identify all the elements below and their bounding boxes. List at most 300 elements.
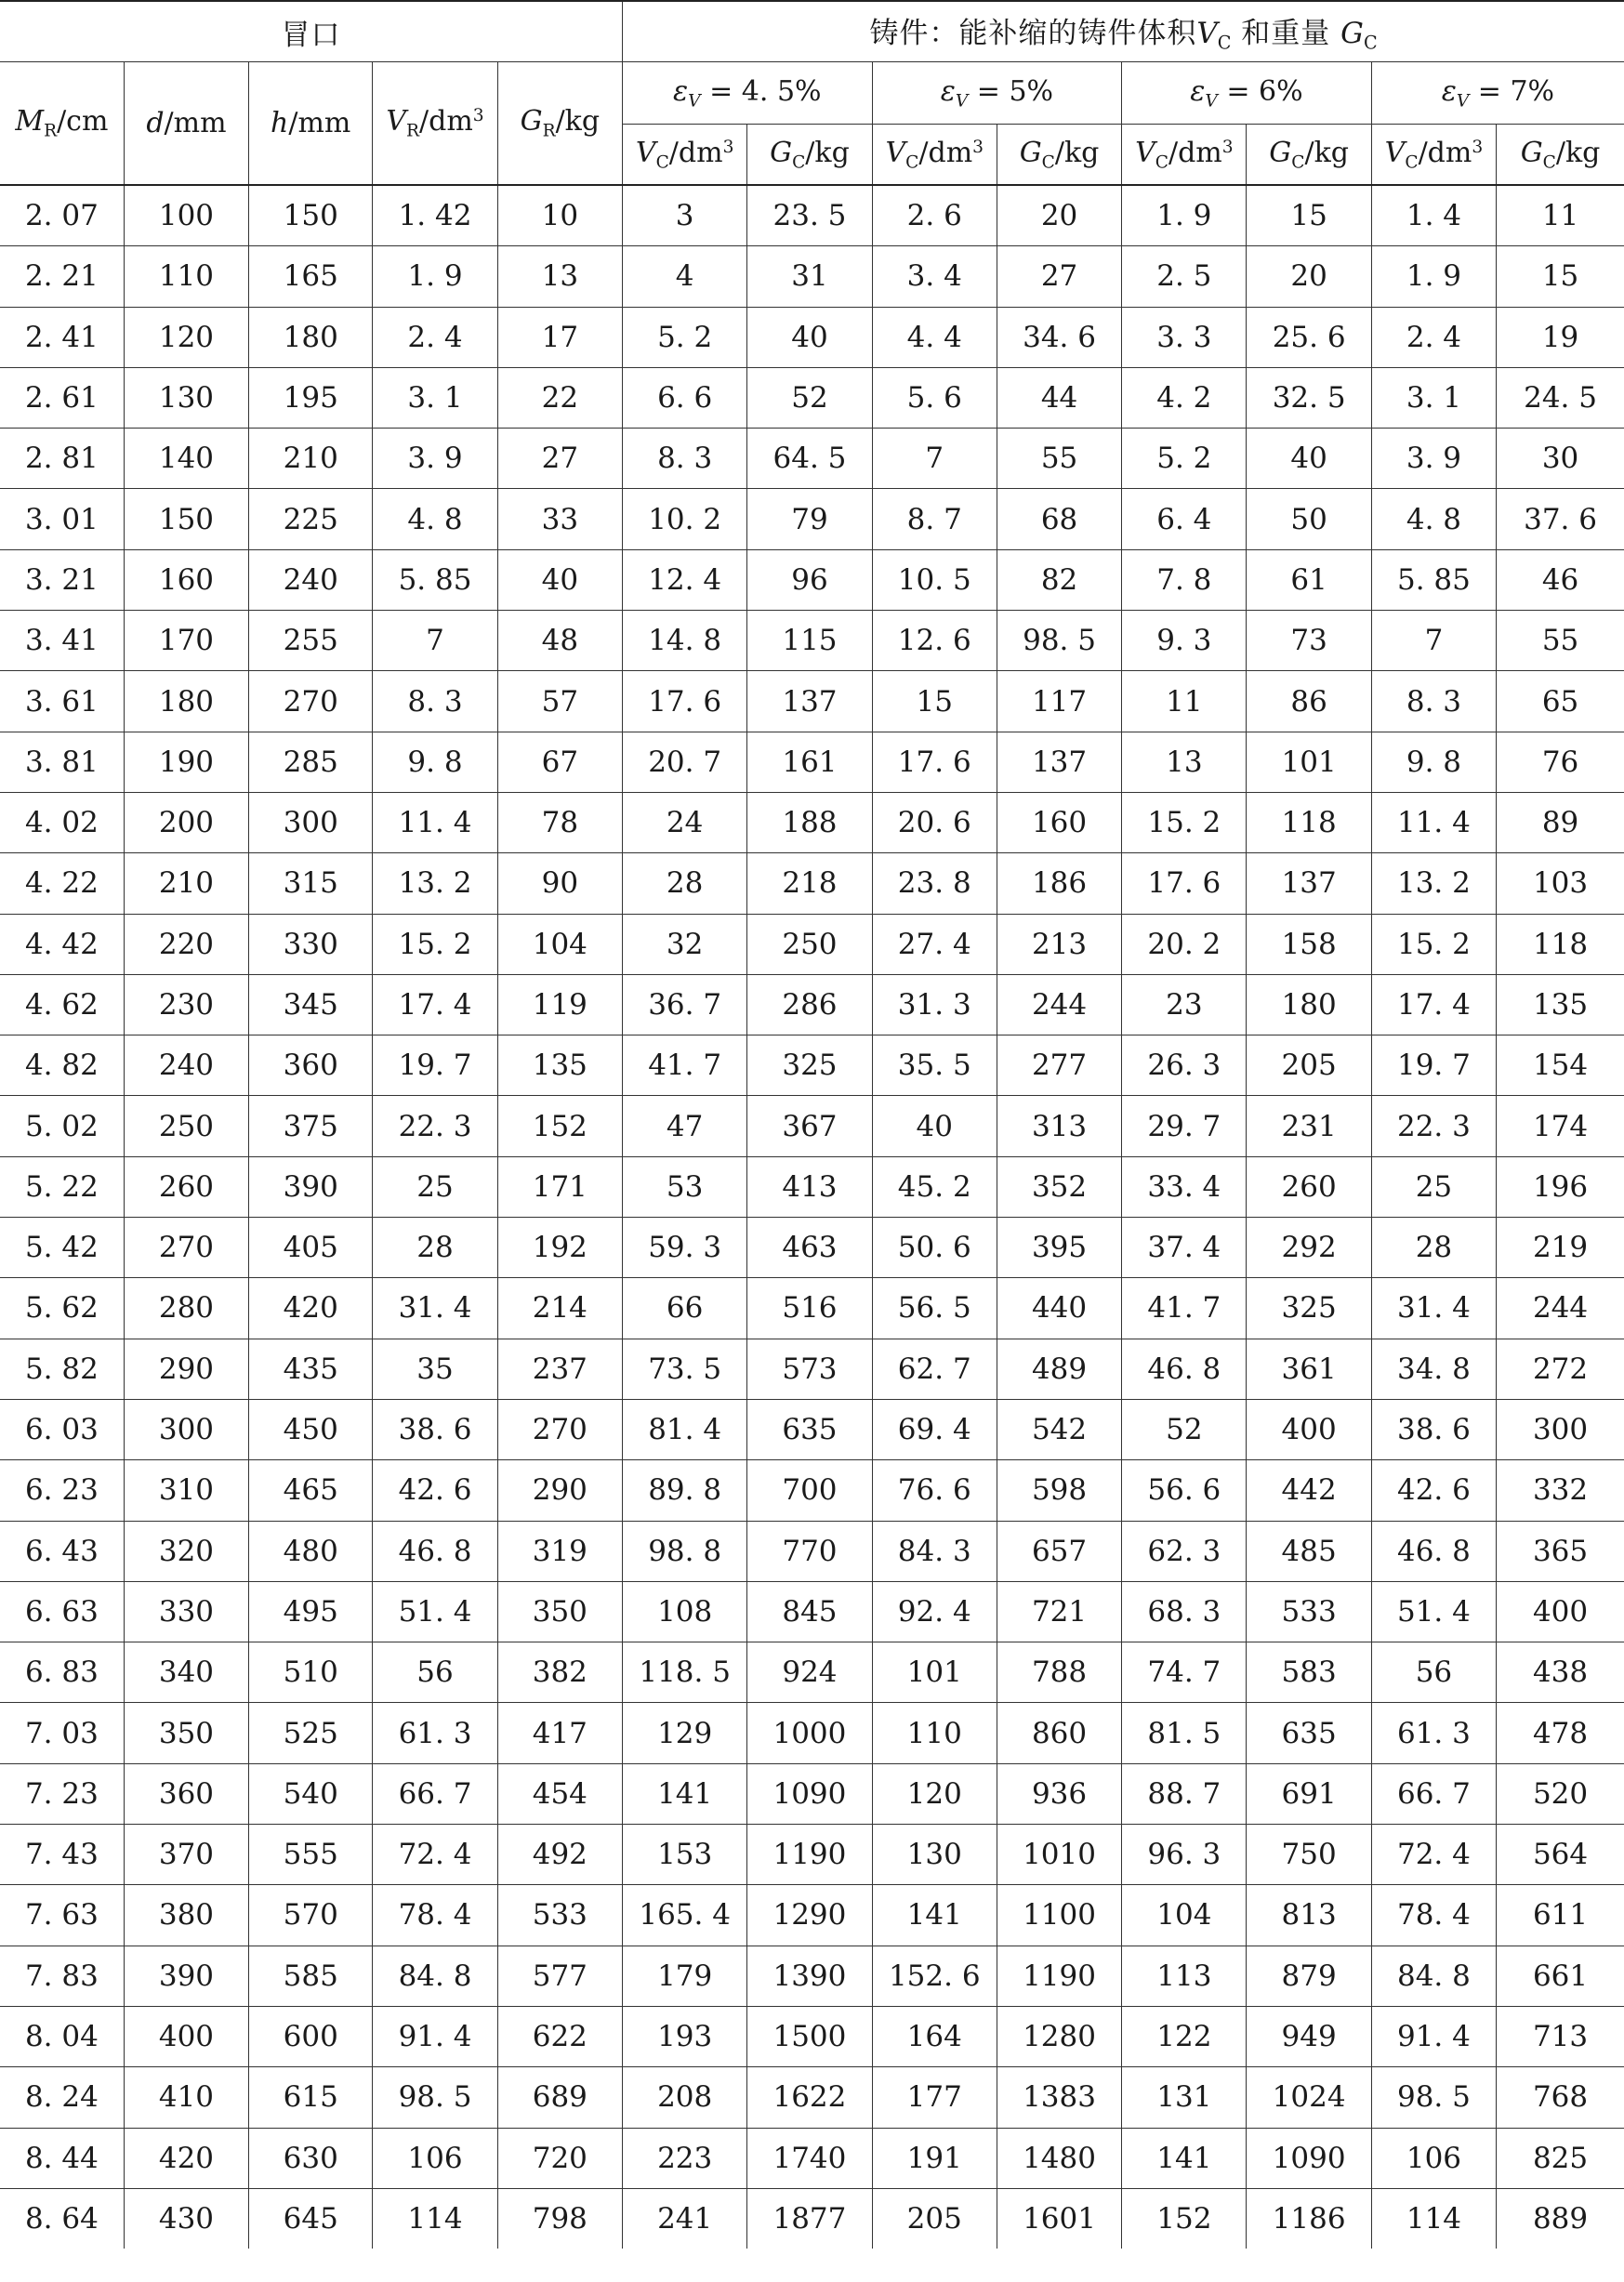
table-cell: 152. 6 — [872, 1946, 997, 2006]
casting-and-label: 和重量 — [1231, 17, 1341, 51]
table-cell: 463 — [747, 1218, 872, 1278]
table-cell: 7. 83 — [0, 1946, 124, 2006]
table-cell: 442 — [1247, 1460, 1371, 1521]
table-cell: 2. 81 — [0, 429, 124, 489]
table-cell: 106 — [373, 2128, 497, 2188]
table-cell: 375 — [249, 1096, 373, 1156]
table-cell: 770 — [747, 1521, 872, 1581]
table-cell: 72. 4 — [1371, 1825, 1496, 1885]
table-cell: 3. 3 — [1122, 307, 1247, 367]
table-cell: 2. 07 — [0, 185, 124, 246]
table-cell: 319 — [497, 1521, 622, 1581]
table-row — [0, 611, 1624, 671]
table-cell: 6. 43 — [0, 1521, 124, 1581]
table-cell: 8. 44 — [0, 2128, 124, 2188]
table-cell: 22 — [497, 367, 622, 428]
table-cell: 131 — [1122, 2067, 1247, 2128]
header-subscript: C — [655, 152, 669, 173]
table-cell: 17. 6 — [1122, 853, 1247, 914]
table-cell: 38. 6 — [1371, 1399, 1496, 1459]
table-row — [0, 1885, 1624, 1946]
casting-volume-header — [1371, 125, 1496, 186]
table-cell: 165 — [249, 246, 373, 307]
table-cell: 325 — [1247, 1278, 1371, 1339]
table-row — [0, 307, 1624, 367]
header-symbol: d — [146, 107, 165, 139]
epsilon-symbol: ε — [1190, 74, 1206, 108]
table-row — [0, 671, 1624, 732]
table-cell: 3. 21 — [0, 549, 124, 610]
table-cell: 61. 3 — [373, 1703, 497, 1763]
table-cell: 3. 41 — [0, 611, 124, 671]
table-cell: 525 — [249, 1703, 373, 1763]
table-cell: 3. 9 — [373, 429, 497, 489]
table-cell: 141 — [623, 1763, 747, 1824]
table-cell: 81. 5 — [1122, 1703, 1247, 1763]
epsilon-subscript: V — [955, 91, 969, 112]
header-subscript: C — [1542, 152, 1556, 173]
header-unit: /mm — [164, 107, 227, 139]
table-cell: 1190 — [997, 1946, 1121, 2006]
table-cell: 292 — [1247, 1218, 1371, 1278]
table-cell: 924 — [747, 1642, 872, 1703]
table-cell: 4. 22 — [0, 853, 124, 914]
table-cell: 56. 5 — [872, 1278, 997, 1339]
table-cell: 4 — [623, 246, 747, 307]
table-cell: 73. 5 — [623, 1339, 747, 1399]
table-cell: 1190 — [747, 1825, 872, 1885]
table-cell: 8. 24 — [0, 2067, 124, 2128]
table-row — [0, 1339, 1624, 1399]
table-cell: 768 — [1497, 2067, 1624, 2128]
table-cell: 8. 64 — [0, 2188, 124, 2249]
table-cell: 260 — [124, 1156, 248, 1217]
table-cell: 1622 — [747, 2067, 872, 2128]
table-cell: 40 — [497, 549, 622, 610]
table-cell: 25. 6 — [1247, 307, 1371, 367]
table-cell: 570 — [249, 1885, 373, 1946]
table-cell: 36. 7 — [623, 974, 747, 1035]
table-cell: 635 — [1247, 1703, 1371, 1763]
table-cell: 34. 6 — [997, 307, 1121, 367]
table-cell: 430 — [124, 2188, 248, 2249]
casting-weight-header — [1247, 125, 1371, 186]
table-cell: 7. 8 — [1122, 549, 1247, 610]
table-cell: 56 — [373, 1642, 497, 1703]
header-unit: /dm — [419, 105, 473, 139]
table-cell: 420 — [249, 1278, 373, 1339]
shrinkage-group-header — [872, 62, 1122, 125]
table-cell: 177 — [872, 2067, 997, 2128]
table-cell: 7 — [872, 429, 997, 489]
table-cell: 114 — [1371, 2188, 1496, 2249]
header-unit: /dm — [918, 136, 973, 169]
epsilon-subscript: V — [688, 91, 701, 112]
table-cell: 104 — [497, 914, 622, 974]
table-row — [0, 2188, 1624, 2249]
table-cell: 8. 3 — [1371, 671, 1496, 732]
table-cell: 46. 8 — [1122, 1339, 1247, 1399]
table-cell: 465 — [249, 1460, 373, 1521]
table-cell: 645 — [249, 2188, 373, 2249]
shrinkage-value: = 4. 5% — [700, 74, 822, 108]
table-cell: 61 — [1247, 549, 1371, 610]
table-cell: 330 — [124, 1581, 248, 1642]
table-cell: 25 — [373, 1156, 497, 1217]
table-cell: 244 — [1497, 1278, 1624, 1339]
header-symbol: V — [1135, 136, 1155, 169]
table-cell: 118 — [1247, 792, 1371, 852]
table-cell: 7. 03 — [0, 1703, 124, 1763]
table-cell: 6. 4 — [1122, 489, 1247, 549]
table-row — [0, 974, 1624, 1035]
table-cell: 413 — [747, 1156, 872, 1217]
header-unit: /cm — [57, 105, 109, 139]
table-cell: 454 — [497, 1763, 622, 1824]
table-cell: 1090 — [1247, 2128, 1371, 2188]
table-cell: 188 — [747, 792, 872, 852]
table-cell: 6. 6 — [623, 367, 747, 428]
table-cell: 52 — [747, 367, 872, 428]
table-cell: 130 — [124, 367, 248, 428]
table-cell: 310 — [124, 1460, 248, 1521]
table-cell: 98. 5 — [1371, 2067, 1496, 2128]
table-cell: 3. 9 — [1371, 429, 1496, 489]
table-cell: 290 — [124, 1339, 248, 1399]
table-cell: 361 — [1247, 1339, 1371, 1399]
riser-height-header — [249, 62, 373, 186]
table-cell: 19. 7 — [373, 1035, 497, 1096]
table-cell: 583 — [1247, 1642, 1371, 1703]
table-cell: 53 — [623, 1156, 747, 1217]
table-cell: 81. 4 — [623, 1399, 747, 1459]
table-cell: 5. 85 — [1371, 549, 1496, 610]
table-cell: 564 — [1497, 1825, 1624, 1885]
header-unit: /kg — [1555, 136, 1601, 169]
table-row — [0, 1946, 1624, 2006]
table-row — [0, 549, 1624, 610]
table-row — [0, 1278, 1624, 1339]
table-cell: 164 — [872, 2006, 997, 2066]
table-cell: 17. 6 — [623, 671, 747, 732]
table-cell: 101 — [1247, 732, 1371, 792]
casting-gc-subscript: C — [1363, 32, 1378, 54]
table-cell: 79 — [747, 489, 872, 549]
shrinkage-value: = 5% — [968, 74, 1054, 108]
table-cell: 390 — [249, 1156, 373, 1217]
table-cell: 28 — [373, 1218, 497, 1278]
header-subscript: C — [905, 152, 919, 173]
table-cell: 140 — [124, 429, 248, 489]
table-cell: 17. 4 — [1371, 974, 1496, 1035]
table-cell: 110 — [872, 1703, 997, 1763]
table-cell: 218 — [747, 853, 872, 914]
table-cell: 1280 — [997, 2006, 1121, 2066]
header-superscript: 3 — [972, 137, 984, 157]
table-cell: 129 — [623, 1703, 747, 1763]
table-cell: 137 — [997, 732, 1121, 792]
table-cell: 825 — [1497, 2128, 1624, 2188]
table-cell: 117 — [997, 671, 1121, 732]
header-symbol: G — [520, 105, 543, 139]
table-cell: 9. 8 — [1371, 732, 1496, 792]
table-row — [0, 1581, 1624, 1642]
header-superscript: 3 — [1472, 137, 1484, 157]
table-cell: 20. 2 — [1122, 914, 1247, 974]
riser-volume-header — [373, 62, 497, 186]
table-cell: 25 — [1371, 1156, 1496, 1217]
table-cell: 68 — [997, 489, 1121, 549]
table-cell: 689 — [497, 2067, 622, 2128]
table-cell: 5. 2 — [1122, 429, 1247, 489]
table-cell: 691 — [1247, 1763, 1371, 1824]
table-cell: 600 — [249, 2006, 373, 2066]
table-cell: 788 — [997, 1642, 1121, 1703]
table-cell: 10. 2 — [623, 489, 747, 549]
table-cell: 390 — [124, 1946, 248, 2006]
table-cell: 46. 8 — [1371, 1521, 1496, 1581]
table-cell: 3. 4 — [872, 246, 997, 307]
table-cell: 540 — [249, 1763, 373, 1824]
table-cell: 160 — [997, 792, 1121, 852]
table-cell: 89 — [1497, 792, 1624, 852]
table-cell: 192 — [497, 1218, 622, 1278]
table-cell: 533 — [497, 1885, 622, 1946]
table-cell: 98. 5 — [373, 2067, 497, 2128]
table-cell: 104 — [1122, 1885, 1247, 1946]
table-cell: 11. 4 — [373, 792, 497, 852]
table-cell: 325 — [747, 1035, 872, 1096]
table-cell: 1186 — [1247, 2188, 1371, 2249]
table-cell: 10 — [497, 185, 622, 246]
table-row — [0, 1521, 1624, 1581]
table-cell: 41. 7 — [1122, 1278, 1247, 1339]
table-cell: 52 — [1122, 1399, 1247, 1459]
table-cell: 277 — [997, 1035, 1121, 1096]
table-cell: 1090 — [747, 1763, 872, 1824]
table-cell: 20. 6 — [872, 792, 997, 852]
table-cell: 12. 6 — [872, 611, 997, 671]
header-symbol: G — [1269, 136, 1292, 169]
table-cell: 1877 — [747, 2188, 872, 2249]
table-cell: 6. 63 — [0, 1581, 124, 1642]
table-cell: 40 — [872, 1096, 997, 1156]
table-cell: 51. 4 — [1371, 1581, 1496, 1642]
table-cell: 510 — [249, 1642, 373, 1703]
table-cell: 1480 — [997, 2128, 1121, 2188]
table-cell: 11 — [1122, 671, 1247, 732]
table-cell: 190 — [124, 732, 248, 792]
table-cell: 180 — [124, 671, 248, 732]
table-cell: 84. 3 — [872, 1521, 997, 1581]
table-cell: 315 — [249, 853, 373, 914]
table-cell: 31 — [747, 246, 872, 307]
table-cell: 27 — [997, 246, 1121, 307]
table-cell: 5. 2 — [623, 307, 747, 367]
table-cell: 10. 5 — [872, 549, 997, 610]
table-cell: 2. 4 — [1371, 307, 1496, 367]
table-cell: 13 — [497, 246, 622, 307]
epsilon-subscript: V — [1205, 91, 1218, 112]
shrinkage-group-header — [1122, 62, 1372, 125]
table-cell: 200 — [124, 792, 248, 852]
header-subscript: R — [44, 121, 58, 141]
table-cell: 28 — [623, 853, 747, 914]
table-cell: 42. 6 — [373, 1460, 497, 1521]
table-cell: 367 — [747, 1096, 872, 1156]
table-cell: 3. 01 — [0, 489, 124, 549]
table-cell: 22. 3 — [1371, 1096, 1496, 1156]
table-cell: 67 — [497, 732, 622, 792]
table-cell: 100 — [124, 185, 248, 246]
riser-group-header — [0, 1, 623, 62]
table-cell: 165. 4 — [623, 1885, 747, 1946]
shrinkage-value: = 7% — [1469, 74, 1555, 108]
table-cell: 118. 5 — [623, 1642, 747, 1703]
riser-group-label: 冒口 — [281, 18, 341, 52]
table-cell: 17. 6 — [872, 732, 997, 792]
table-cell: 98. 8 — [623, 1521, 747, 1581]
table-cell: 485 — [1247, 1521, 1371, 1581]
table-cell: 5. 6 — [872, 367, 997, 428]
table-cell: 300 — [249, 792, 373, 852]
table-cell: 598 — [997, 1460, 1121, 1521]
table-cell: 237 — [497, 1339, 622, 1399]
table-cell: 30 — [1497, 429, 1624, 489]
header-subscript: C — [1041, 152, 1055, 173]
header-unit: /kg — [1304, 136, 1349, 169]
table-cell: 577 — [497, 1946, 622, 2006]
table-cell: 244 — [997, 974, 1121, 1035]
casting-group-header — [623, 1, 1624, 62]
table-cell: 798 — [497, 2188, 622, 2249]
table-row — [0, 853, 1624, 914]
table-cell: 15. 2 — [1122, 792, 1247, 852]
table-cell: 150 — [249, 185, 373, 246]
table-cell: 400 — [1497, 1581, 1624, 1642]
table-cell: 23. 5 — [747, 185, 872, 246]
header-symbol: V — [1384, 136, 1406, 169]
table-cell: 8. 7 — [872, 489, 997, 549]
table-cell: 3 — [623, 185, 747, 246]
table-cell: 205 — [872, 2188, 997, 2249]
table-cell: 272 — [1497, 1339, 1624, 1399]
header-subscript: C — [1155, 152, 1168, 173]
table-cell: 250 — [747, 914, 872, 974]
table-cell: 69. 4 — [872, 1399, 997, 1459]
table-cell: 5. 42 — [0, 1218, 124, 1278]
table-cell: 360 — [249, 1035, 373, 1096]
table-cell: 13. 2 — [373, 853, 497, 914]
table-cell: 208 — [623, 2067, 747, 2128]
table-cell: 332 — [1497, 1460, 1624, 1521]
table-cell: 750 — [1247, 1825, 1371, 1885]
table-cell: 220 — [124, 914, 248, 974]
table-cell: 31. 4 — [1371, 1278, 1496, 1339]
table-row — [0, 246, 1624, 307]
table-cell: 1. 9 — [1371, 246, 1496, 307]
table-cell: 12. 4 — [623, 549, 747, 610]
table-cell: 91. 4 — [1371, 2006, 1496, 2066]
table-cell: 2. 6 — [872, 185, 997, 246]
casting-gc-symbol: G — [1340, 17, 1364, 51]
table-cell: 382 — [497, 1642, 622, 1703]
table-row — [0, 1096, 1624, 1156]
header-unit: /dm — [1168, 136, 1222, 169]
table-cell: 108 — [623, 1581, 747, 1642]
table-cell: 7 — [373, 611, 497, 671]
table-cell: 170 — [124, 611, 248, 671]
table-cell: 438 — [1497, 1642, 1624, 1703]
table-cell: 214 — [497, 1278, 622, 1339]
table-cell: 114 — [373, 2188, 497, 2249]
table-cell: 1. 42 — [373, 185, 497, 246]
table-row — [0, 1703, 1624, 1763]
table-row — [0, 1399, 1624, 1459]
table-cell: 135 — [497, 1035, 622, 1096]
table-cell: 84. 8 — [373, 1946, 497, 2006]
casting-weight-header — [1497, 125, 1624, 186]
header-symbol: V — [635, 136, 656, 169]
table-cell: 845 — [747, 1581, 872, 1642]
table-cell: 35 — [373, 1339, 497, 1399]
table-cell: 8. 04 — [0, 2006, 124, 2066]
table-row — [0, 1825, 1624, 1885]
table-cell: 290 — [497, 1460, 622, 1521]
table-cell: 330 — [249, 914, 373, 974]
table-cell: 721 — [997, 1581, 1121, 1642]
table-cell: 520 — [1497, 1763, 1624, 1824]
table-cell: 213 — [997, 914, 1121, 974]
table-cell: 27 — [497, 429, 622, 489]
table-cell: 73 — [1247, 611, 1371, 671]
table-cell: 46 — [1497, 549, 1624, 610]
table-cell: 225 — [249, 489, 373, 549]
table-cell: 33 — [497, 489, 622, 549]
table-cell: 20 — [997, 185, 1121, 246]
table-cell: 193 — [623, 2006, 747, 2066]
table-cell: 5. 02 — [0, 1096, 124, 1156]
table-cell: 350 — [124, 1703, 248, 1763]
table-cell: 4. 42 — [0, 914, 124, 974]
table-cell: 365 — [1497, 1521, 1624, 1581]
casting-weight-header — [747, 125, 872, 186]
table-cell: 1. 4 — [1371, 185, 1496, 246]
table-row — [0, 489, 1624, 549]
table-cell: 90 — [497, 853, 622, 914]
table-cell: 2. 21 — [0, 246, 124, 307]
table-body — [0, 185, 1624, 2249]
table-cell: 2. 61 — [0, 367, 124, 428]
casting-group-label: 铸件：能补缩的铸件体积 — [869, 17, 1197, 51]
header-unit: /kg — [805, 136, 850, 169]
table-cell: 41. 7 — [623, 1035, 747, 1096]
table-cell: 24. 5 — [1497, 367, 1624, 428]
casting-volume-header — [623, 125, 747, 186]
table-cell: 6. 83 — [0, 1642, 124, 1703]
table-cell: 6. 23 — [0, 1460, 124, 1521]
table-cell: 191 — [872, 2128, 997, 2188]
table-cell: 68. 3 — [1122, 1581, 1247, 1642]
table-cell: 1. 9 — [1122, 185, 1247, 246]
table-cell: 936 — [997, 1763, 1121, 1824]
table-cell: 15. 2 — [1371, 914, 1496, 974]
table-row — [0, 914, 1624, 974]
table-cell: 32. 5 — [1247, 367, 1371, 428]
table-cell: 31. 4 — [373, 1278, 497, 1339]
header-superscript: 3 — [722, 137, 734, 157]
table-row — [0, 1218, 1624, 1278]
